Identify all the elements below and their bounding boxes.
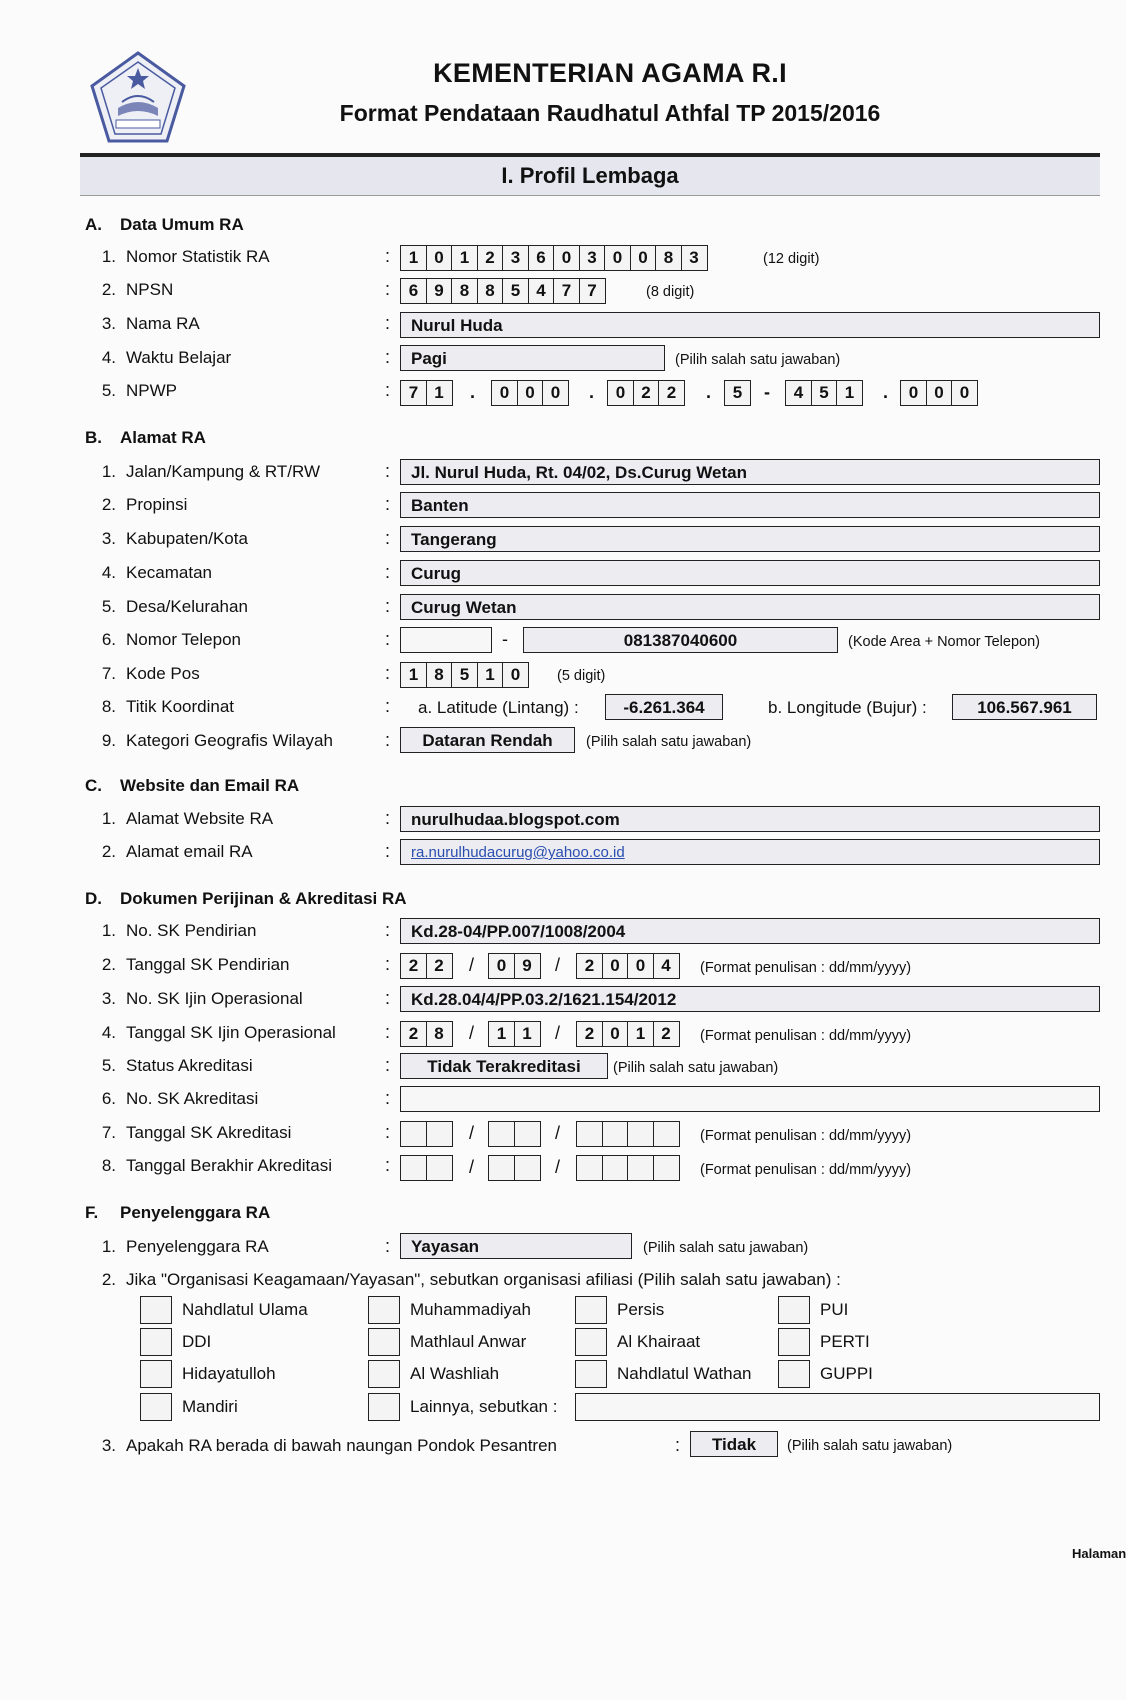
label-kategori-geografis: 9. Kategori Geografis Wilayah: [101, 731, 333, 750]
digit-box[interactable]: 7: [579, 278, 606, 304]
affiliation-option-label: Nahdlatul Wathan: [617, 1364, 752, 1383]
digit-box[interactable]: [514, 1121, 541, 1147]
longitude-label: b. Longitude (Bujur) :: [768, 698, 927, 717]
colon: :: [385, 528, 391, 548]
latitude-label: a. Latitude (Lintang) :: [418, 698, 579, 717]
affiliation-option-label: Muhammadiyah: [410, 1300, 531, 1319]
kecamatan-field[interactable]: Curug: [400, 560, 1100, 586]
affiliation-checkbox[interactable]: [575, 1296, 607, 1324]
digit-box[interactable]: [426, 1155, 453, 1181]
label-npsn: 2. NPSN: [101, 280, 174, 299]
label-status-akreditasi: 5. Status Akreditasi: [101, 1056, 253, 1075]
digit-box[interactable]: 0: [602, 1021, 629, 1047]
affiliation-checkbox[interactable]: [778, 1360, 810, 1388]
affiliation-checkbox[interactable]: [368, 1393, 400, 1421]
colon: :: [385, 841, 391, 861]
jalan-field[interactable]: Jl. Nurul Huda, Rt. 04/02, Ds.Curug Wetan: [400, 459, 1100, 485]
affiliation-checkbox[interactable]: [778, 1328, 810, 1356]
page-footer: Halaman: [1072, 1546, 1126, 1561]
digit-box[interactable]: 1: [836, 380, 863, 406]
digit-box[interactable]: [488, 1155, 515, 1181]
digit-box[interactable]: 1: [514, 1021, 541, 1047]
section-title: Data Umum RA: [120, 215, 244, 234]
date-slash: /: [469, 1157, 475, 1177]
section-banner: [80, 157, 1100, 196]
affiliation-checkbox[interactable]: [140, 1360, 172, 1388]
digit-box[interactable]: 2: [400, 953, 427, 979]
digit-box[interactable]: 2: [653, 1021, 680, 1047]
waktu-belajar-select[interactable]: Pagi: [400, 345, 665, 371]
label-organisasi-afiliasi: 2. Jika "Organisasi Keagamaan/Yayasan", sebutkan organisasi afiliasi (Pilih salah satu jawaban) :: [101, 1270, 841, 1289]
digit-box[interactable]: 7: [400, 380, 427, 406]
telepon-dash: -: [502, 629, 508, 649]
ministry-title: KEMENTERIAN AGAMA R.I: [433, 58, 787, 88]
date-slash: /: [469, 955, 475, 975]
affiliation-option-label: Nahdlatul Ulama: [182, 1300, 308, 1319]
affiliation-checkbox[interactable]: [140, 1393, 172, 1421]
berakhir-day[interactable]: [400, 1155, 453, 1181]
npwp-group-1[interactable]: [400, 380, 453, 406]
lainnya-field[interactable]: [575, 1393, 1100, 1421]
colon: :: [385, 1236, 391, 1256]
affiliation-checkbox[interactable]: [368, 1328, 400, 1356]
desa-field[interactable]: Curug Wetan: [400, 594, 1100, 620]
affiliation-option-label: PUI: [820, 1300, 849, 1319]
digit-box[interactable]: 0: [602, 953, 629, 979]
digit-box[interactable]: 0: [426, 245, 453, 271]
npwp-dot: .: [706, 382, 712, 402]
digit-box[interactable]: 0: [517, 380, 544, 406]
sk-pendirian-month[interactable]: [488, 953, 541, 979]
nama-ra-field[interactable]: Nurul Huda: [400, 312, 1100, 338]
label-website: 1. Alamat Website RA: [101, 809, 274, 828]
digit-box[interactable]: [400, 1155, 427, 1181]
pondok-pesantren-select[interactable]: Tidak: [690, 1431, 778, 1457]
colon: :: [385, 562, 391, 582]
date-slash: /: [555, 1023, 561, 1043]
npwp-group-6[interactable]: [900, 380, 978, 406]
label-nomor-statistik: 1. Nomor Statistik RA: [101, 247, 270, 266]
affiliation-option-label: GUPPI: [820, 1364, 873, 1383]
digit-box[interactable]: 2: [658, 380, 685, 406]
website-field[interactable]: nurulhudaa.blogspot.com: [400, 806, 1100, 832]
label-tanggal-berakhir: 8. Tanggal Berakhir Akreditasi: [101, 1156, 333, 1175]
note-pilih: (Pilih salah satu jawaban): [675, 352, 841, 368]
note-format-tanggal: (Format penulisan : dd/mm/yyyy): [700, 960, 912, 976]
digit-box[interactable]: 0: [630, 245, 657, 271]
affiliation-checkbox[interactable]: [575, 1360, 607, 1388]
colon: :: [385, 663, 391, 683]
digit-box[interactable]: 6: [400, 278, 427, 304]
digit-box[interactable]: [627, 1155, 654, 1181]
digit-box[interactable]: 0: [553, 245, 580, 271]
affiliation-option-label: Al Khairaat: [617, 1332, 701, 1351]
colon: :: [385, 629, 391, 649]
digit-box[interactable]: 7: [553, 278, 580, 304]
digit-box[interactable]: 9: [514, 953, 541, 979]
colon: :: [385, 954, 391, 974]
affiliation-option-label: Mandiri: [182, 1397, 238, 1416]
digit-box[interactable]: 3: [502, 245, 529, 271]
label-kecamatan: 4. Kecamatan: [101, 563, 212, 582]
label-sk-ijin: 3. No. SK Ijin Operasional: [101, 989, 303, 1008]
affiliation-checkbox[interactable]: [368, 1360, 400, 1388]
digit-box[interactable]: 2: [477, 245, 504, 271]
nomor-statistik-digits[interactable]: [400, 245, 708, 271]
digit-box[interactable]: 9: [426, 278, 453, 304]
longitude-field[interactable]: 106.567.961: [952, 694, 1097, 720]
sk-akreditasi-month[interactable]: [488, 1121, 541, 1147]
label-email: 2. Alamat email RA: [101, 842, 253, 861]
label-desa: 5. Desa/Kelurahan: [101, 597, 248, 616]
colon: :: [385, 380, 391, 400]
affiliation-option-label: Al Washliah: [410, 1364, 500, 1383]
colon: :: [385, 246, 391, 266]
kode-area-field[interactable]: [400, 627, 492, 653]
affiliation-checkbox[interactable]: [140, 1296, 172, 1324]
form-subtitle: Format Pendataan Raudhatul Athfal TP 2015/2016: [339, 100, 881, 126]
npsn-digits[interactable]: [400, 278, 606, 304]
sk-ijin-field[interactable]: Kd.28.04/4/PP.03.2/1621.154/2012: [400, 986, 1100, 1012]
status-akreditasi-select[interactable]: Tidak Terakreditasi: [400, 1053, 608, 1079]
label-npwp: 5. NPWP: [101, 381, 177, 400]
label-propinsi: 2. Propinsi: [101, 495, 188, 514]
label-waktu-belajar: 4. Waktu Belajar: [101, 348, 232, 367]
affiliation-option-label: PERTI: [820, 1332, 870, 1351]
npwp-dash: -: [764, 382, 770, 402]
sk-ijin-month[interactable]: [488, 1021, 541, 1047]
telepon-field[interactable]: 081387040600: [523, 627, 838, 653]
colon: :: [385, 596, 391, 616]
label-tanggal-sk-ijin: 4. Tanggal SK Ijin Operasional: [101, 1023, 336, 1042]
digit-box[interactable]: [602, 1121, 629, 1147]
note-telepon: (Kode Area + Nomor Telepon): [848, 634, 1040, 650]
label-nama-ra: 3. Nama RA: [101, 314, 200, 333]
digit-box[interactable]: 5: [724, 380, 751, 406]
date-slash: /: [555, 1123, 561, 1143]
digit-box[interactable]: 0: [926, 380, 953, 406]
digit-box[interactable]: 2: [633, 380, 660, 406]
colon: :: [385, 279, 391, 299]
propinsi-field[interactable]: Banten: [400, 492, 1100, 518]
digit-box[interactable]: [602, 1155, 629, 1181]
digit-box[interactable]: [426, 1121, 453, 1147]
colon: :: [385, 808, 391, 828]
label-jalan: 1. Jalan/Kampung & RT/RW: [101, 462, 321, 481]
digit-box[interactable]: 4: [528, 278, 555, 304]
label-koordinat: 8. Titik Koordinat: [101, 697, 235, 716]
section-letter: A.: [85, 215, 102, 234]
digit-box[interactable]: 3: [681, 245, 708, 271]
npwp-group-2[interactable]: [491, 380, 569, 406]
latitude-field[interactable]: -6.261.364: [605, 694, 723, 720]
colon: :: [385, 1088, 391, 1108]
note-5-digit: (5 digit): [557, 668, 606, 684]
digit-box[interactable]: 8: [477, 278, 504, 304]
sk-pendirian-day[interactable]: [400, 953, 453, 979]
note-format-tanggal: (Format penulisan : dd/mm/yyyy): [700, 1162, 912, 1178]
digit-box[interactable]: 1: [400, 662, 427, 688]
penyelenggara-select[interactable]: Yayasan: [400, 1233, 632, 1259]
note-12-digit: (12 digit): [763, 251, 820, 267]
digit-box[interactable]: [653, 1121, 680, 1147]
affiliation-checkbox[interactable]: [140, 1328, 172, 1356]
note-pilih: (Pilih salah satu jawaban): [787, 1438, 953, 1454]
npwp-group-4[interactable]: [724, 380, 751, 406]
digit-box[interactable]: 1: [488, 1021, 515, 1047]
kategori-geografis-select[interactable]: Dataran Rendah: [400, 727, 575, 753]
colon: :: [385, 730, 391, 750]
digit-box[interactable]: 0: [491, 380, 518, 406]
digit-box[interactable]: 0: [607, 380, 634, 406]
affiliation-checkbox[interactable]: [778, 1296, 810, 1324]
digit-box[interactable]: 1: [627, 1021, 654, 1047]
label-kabupaten: 3. Kabupaten/Kota: [101, 529, 248, 548]
npwp-group-5[interactable]: [785, 380, 863, 406]
digit-box[interactable]: 2: [576, 1021, 603, 1047]
digit-box[interactable]: 1: [477, 662, 504, 688]
colon: :: [385, 461, 391, 481]
affiliation-option-label: Lainnya, sebutkan :: [410, 1397, 558, 1416]
digit-box[interactable]: 2: [576, 953, 603, 979]
affiliation-option-label: Mathlaul Anwar: [410, 1332, 527, 1351]
digit-box[interactable]: 4: [785, 380, 812, 406]
digit-box[interactable]: 5: [451, 662, 478, 688]
digit-box[interactable]: 0: [502, 662, 529, 688]
kabupaten-field[interactable]: Tangerang: [400, 526, 1100, 552]
note-format-tanggal: (Format penulisan : dd/mm/yyyy): [700, 1128, 912, 1144]
affiliation-checkbox[interactable]: [368, 1296, 400, 1324]
digit-box[interactable]: 8: [655, 245, 682, 271]
digit-box[interactable]: 0: [604, 245, 631, 271]
date-slash: /: [555, 1157, 561, 1177]
digit-box[interactable]: 3: [579, 245, 606, 271]
colon: :: [385, 347, 391, 367]
sk-ijin-day[interactable]: [400, 1021, 453, 1047]
affiliation-checkbox[interactable]: [575, 1328, 607, 1356]
npwp-dot: .: [589, 382, 595, 402]
colon: :: [385, 494, 391, 514]
colon: :: [385, 1055, 391, 1075]
kementerian-agama-logo: [88, 50, 188, 146]
note-8-digit: (8 digit): [646, 284, 695, 300]
label-sk-akreditasi: 6. No. SK Akreditasi: [101, 1089, 259, 1108]
affiliation-option-label: DDI: [182, 1332, 212, 1351]
digit-box[interactable]: 0: [542, 380, 569, 406]
note-pilih: (Pilih salah satu jawaban): [613, 1060, 779, 1076]
colon: :: [385, 313, 391, 333]
colon: :: [385, 1022, 391, 1042]
label-kode-pos: 7. Kode Pos: [101, 664, 200, 683]
affiliation-option-label: Persis: [617, 1300, 665, 1319]
berakhir-year[interactable]: [576, 1155, 680, 1181]
digit-box[interactable]: 1: [426, 380, 453, 406]
sk-pendirian-field[interactable]: Kd.28-04/PP.007/1008/2004: [400, 918, 1100, 944]
digit-box[interactable]: [653, 1155, 680, 1181]
digit-box[interactable]: 0: [627, 953, 654, 979]
label-tanggal-sk-pendirian: 2. Tanggal SK Pendirian: [101, 955, 290, 974]
sk-akreditasi-field[interactable]: [400, 1086, 1100, 1112]
kode-pos-digits[interactable]: [400, 662, 529, 688]
digit-box[interactable]: [514, 1155, 541, 1181]
section-banner-title: I. Profil Lembaga: [501, 163, 679, 188]
digit-box[interactable]: 0: [900, 380, 927, 406]
date-slash: /: [469, 1023, 475, 1043]
sk-akreditasi-day[interactable]: [400, 1121, 453, 1147]
digit-box[interactable]: 5: [502, 278, 529, 304]
digit-box[interactable]: 1: [451, 245, 478, 271]
affiliation-option-label: Hidayatulloh: [182, 1364, 276, 1383]
digit-box[interactable]: [400, 1121, 427, 1147]
digit-box[interactable]: 8: [451, 278, 478, 304]
digit-box[interactable]: [627, 1121, 654, 1147]
label-sk-pendirian: 1. No. SK Pendirian: [101, 921, 257, 940]
date-slash: /: [469, 1123, 475, 1143]
label-tanggal-sk-akreditasi: 7. Tanggal SK Akreditasi: [101, 1123, 292, 1142]
colon: :: [385, 988, 391, 1008]
email-field[interactable]: ra.nurulhudacurug@yahoo.co.id: [400, 839, 1100, 865]
digit-box[interactable]: 2: [400, 1021, 427, 1047]
digit-box[interactable]: [488, 1121, 515, 1147]
colon: :: [385, 1155, 391, 1175]
digit-box[interactable]: [576, 1121, 603, 1147]
note-format-tanggal: (Format penulisan : dd/mm/yyyy): [700, 1028, 912, 1044]
npwp-dot: .: [883, 382, 889, 402]
label-telepon: 6. Nomor Telepon: [101, 630, 241, 649]
digit-box[interactable]: 5: [811, 380, 838, 406]
note-pilih: (Pilih salah satu jawaban): [586, 734, 752, 750]
sk-akreditasi-year[interactable]: [576, 1121, 680, 1147]
digit-box[interactable]: [576, 1155, 603, 1181]
digit-box[interactable]: 1: [400, 245, 427, 271]
note-pilih: (Pilih salah satu jawaban): [643, 1240, 809, 1256]
berakhir-month[interactable]: [488, 1155, 541, 1181]
colon: :: [675, 1435, 681, 1455]
sk-ijin-year[interactable]: [576, 1021, 680, 1047]
sk-pendirian-year[interactable]: [576, 953, 680, 979]
colon: :: [385, 920, 391, 940]
npwp-group-3[interactable]: [607, 380, 685, 406]
label-penyelenggara: 1. Penyelenggara RA: [101, 1237, 269, 1256]
digit-box[interactable]: 8: [426, 1021, 453, 1047]
digit-box[interactable]: 2: [426, 953, 453, 979]
digit-box[interactable]: 8: [426, 662, 453, 688]
digit-box[interactable]: 4: [653, 953, 680, 979]
label-pondok-pesantren: 3. Apakah RA berada di bawah naungan Pondok Pesantren: [101, 1436, 557, 1455]
digit-box[interactable]: 0: [488, 953, 515, 979]
colon: :: [385, 1122, 391, 1142]
digit-box[interactable]: 6: [528, 245, 555, 271]
date-slash: /: [555, 955, 561, 975]
npwp-dot: .: [470, 382, 476, 402]
digit-box[interactable]: 0: [951, 380, 978, 406]
colon: :: [385, 696, 391, 716]
